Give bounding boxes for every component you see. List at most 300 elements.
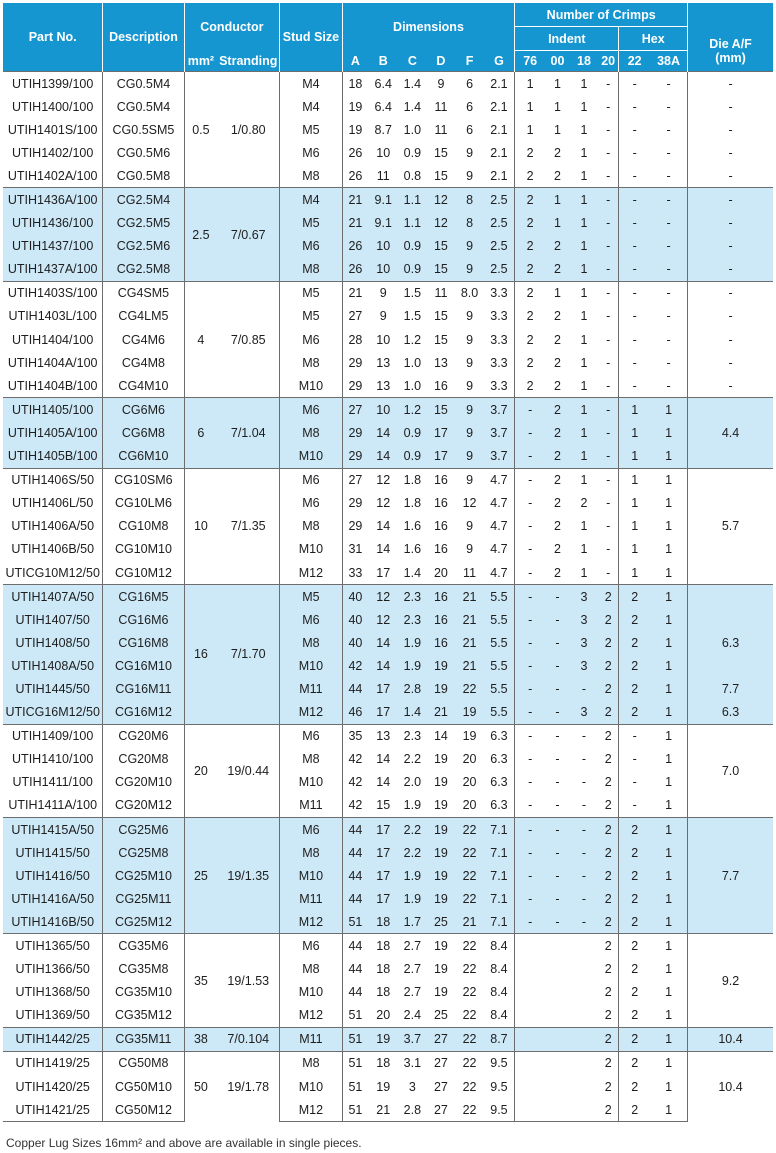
indent-18-cell: 1 xyxy=(570,164,598,188)
description-cell: CG4SM5 xyxy=(103,281,184,305)
dim-a-cell: 27 xyxy=(342,398,368,422)
dim-f-cell: 9 xyxy=(456,328,484,351)
dim-a-cell: 46 xyxy=(342,701,368,725)
dim-f-cell: 21 xyxy=(456,608,484,631)
indent-20-cell: 2 xyxy=(598,1027,619,1051)
dim-a-cell: 29 xyxy=(342,492,368,515)
indent-00-cell: 2 xyxy=(545,258,570,282)
stud-size-cell: M12 xyxy=(280,561,342,585)
table-row xyxy=(3,305,773,328)
table-row xyxy=(3,141,773,164)
stud-size-cell: M8 xyxy=(280,841,342,864)
table-row xyxy=(3,72,773,96)
dim-b-cell: 12 xyxy=(368,585,398,609)
dim-b-cell: 17 xyxy=(368,701,398,725)
indent-20-cell: 2 xyxy=(598,748,619,771)
indent-20-cell: 2 xyxy=(598,631,619,654)
conductor-group-10mm2 xyxy=(3,468,773,584)
stud-size-cell: M11 xyxy=(280,887,342,910)
description-cell: CG35M6 xyxy=(103,934,184,958)
dim-f-cell: 22 xyxy=(456,841,484,864)
indent-76-cell: - xyxy=(515,724,545,748)
conductor-stranding-cell: 19/1.35 xyxy=(217,818,279,934)
conductor-stranding-cell: 7/0.85 xyxy=(217,281,279,397)
dim-c-cell: 1.8 xyxy=(398,468,426,492)
dim-d-cell: 19 xyxy=(426,771,455,794)
indent-18-cell: 3 xyxy=(570,631,598,654)
hex-22-cell: 2 xyxy=(619,1098,650,1122)
dim-c-cell: 2.3 xyxy=(398,585,426,609)
indent-18-cell: 3 xyxy=(570,585,598,609)
dim-a-cell: 21 xyxy=(342,281,368,305)
dim-b-cell: 9.1 xyxy=(368,212,398,235)
conductor-group-25mm2 xyxy=(3,818,773,934)
dim-b-cell: 9.1 xyxy=(368,188,398,212)
dim-f-cell: 8 xyxy=(456,212,484,235)
dim-c-cell: 0.9 xyxy=(398,235,426,258)
indent-00-cell: - xyxy=(545,794,570,818)
stud-size-cell: M10 xyxy=(280,374,342,398)
table-row xyxy=(3,515,773,538)
dim-a-cell: 42 xyxy=(342,794,368,818)
indent-00-cell: - xyxy=(545,910,570,934)
dim-a-cell: 27 xyxy=(342,468,368,492)
description-cell: CG20M10 xyxy=(103,771,184,794)
part-number-cell: UTIH1410/100 xyxy=(3,748,103,771)
table-row xyxy=(3,328,773,351)
hex-22-cell: 2 xyxy=(619,818,650,842)
indent-18-cell: - xyxy=(570,887,598,910)
indent-76-cell: 2 xyxy=(515,374,545,398)
indent-18-cell: 1 xyxy=(570,421,598,444)
indent-76-cell: - xyxy=(515,631,545,654)
stud-size-cell: M5 xyxy=(280,305,342,328)
table-row xyxy=(3,677,773,700)
stud-size-cell: M5 xyxy=(280,585,342,609)
hex-38a-cell: 1 xyxy=(650,468,688,492)
dim-a-cell: 44 xyxy=(342,958,368,981)
dim-d-cell: 9 xyxy=(426,72,455,96)
indent-20-cell: - xyxy=(598,281,619,305)
indent-00-cell: 2 xyxy=(545,235,570,258)
indent-20-cell: 2 xyxy=(598,958,619,981)
conductor-group-16mm2 xyxy=(3,585,773,725)
indent-76-cell: - xyxy=(515,818,545,842)
dim-d-cell: 13 xyxy=(426,351,455,374)
dim-a-cell: 29 xyxy=(342,374,368,398)
dim-a-cell: 26 xyxy=(342,164,368,188)
indent-18-cell: 1 xyxy=(570,305,598,328)
die-af-cell: - xyxy=(688,141,773,164)
indent-76-cell: 2 xyxy=(515,164,545,188)
table-row xyxy=(3,421,773,444)
indent-76-cell: 2 xyxy=(515,281,545,305)
description-cell: CG2.5M8 xyxy=(103,258,184,282)
die-af-cell: - xyxy=(688,188,773,212)
hex-38a-cell: 1 xyxy=(650,794,688,818)
description-cell: CG20M6 xyxy=(103,724,184,748)
indent-20-cell: 2 xyxy=(598,910,619,934)
indent-20-cell: - xyxy=(598,538,619,561)
part-number-cell: UTIH1365/50 xyxy=(3,934,103,958)
description-cell: CG10M12 xyxy=(103,561,184,585)
indent-00-cell xyxy=(545,1004,570,1028)
part-number-cell: UTICG10M12/50 xyxy=(3,561,103,585)
dim-d-cell: 21 xyxy=(426,701,455,725)
dim-d-cell: 16 xyxy=(426,608,455,631)
hex-38a-cell: 1 xyxy=(650,445,688,469)
dim-b-cell: 13 xyxy=(368,351,398,374)
die-af-cell: - xyxy=(688,281,773,305)
stud-size-cell: M11 xyxy=(280,794,342,818)
indent-00-cell: 1 xyxy=(545,281,570,305)
dim-d-cell: 19 xyxy=(426,864,455,887)
part-number-cell: UTIH1406S/50 xyxy=(3,468,103,492)
dim-d-cell: 16 xyxy=(426,492,455,515)
indent-18-cell xyxy=(570,1004,598,1028)
indent-00-cell: - xyxy=(545,724,570,748)
dim-b-cell: 19 xyxy=(368,1075,398,1098)
dim-c-cell: 2.2 xyxy=(398,841,426,864)
hex-22-cell: 1 xyxy=(619,421,650,444)
dim-g-cell: 7.1 xyxy=(484,910,515,934)
description-cell: CG16M5 xyxy=(103,585,184,609)
header-dim-f: F xyxy=(456,51,484,72)
indent-18-cell: 1 xyxy=(570,235,598,258)
dim-d-cell: 12 xyxy=(426,212,455,235)
dim-g-cell: 3.3 xyxy=(484,305,515,328)
description-cell: CG6M10 xyxy=(103,445,184,469)
header-part-no: Part No. xyxy=(3,3,103,72)
dim-a-cell: 29 xyxy=(342,515,368,538)
dim-g-cell: 3.3 xyxy=(484,281,515,305)
indent-20-cell: 2 xyxy=(598,934,619,958)
indent-20-cell: 2 xyxy=(598,1098,619,1122)
hex-22-cell: 1 xyxy=(619,468,650,492)
dim-d-cell: 15 xyxy=(426,141,455,164)
indent-00-cell: 1 xyxy=(545,188,570,212)
dim-f-cell: 9 xyxy=(456,351,484,374)
indent-18-cell: - xyxy=(570,864,598,887)
header-conductor: Conductor xyxy=(184,3,280,51)
dim-d-cell: 27 xyxy=(426,1075,455,1098)
dim-b-cell: 10 xyxy=(368,235,398,258)
indent-76-cell: 2 xyxy=(515,141,545,164)
indent-20-cell: - xyxy=(598,328,619,351)
hex-22-cell: 1 xyxy=(619,538,650,561)
dim-g-cell: 7.1 xyxy=(484,818,515,842)
dim-c-cell: 2.2 xyxy=(398,748,426,771)
die-af-cell: 7.7 xyxy=(688,818,773,934)
dim-d-cell: 15 xyxy=(426,258,455,282)
hex-22-cell: 2 xyxy=(619,1051,650,1075)
dim-c-cell: 1.9 xyxy=(398,864,426,887)
hex-22-cell: 2 xyxy=(619,1004,650,1028)
dim-a-cell: 33 xyxy=(342,561,368,585)
dim-b-cell: 18 xyxy=(368,958,398,981)
stud-size-cell: M4 xyxy=(280,72,342,96)
hex-22-cell: - xyxy=(619,374,650,398)
stud-size-cell: M6 xyxy=(280,235,342,258)
hex-22-cell: - xyxy=(619,724,650,748)
part-number-cell: UTIH1368/50 xyxy=(3,981,103,1004)
dim-c-cell: 3 xyxy=(398,1075,426,1098)
table-row xyxy=(3,281,773,305)
table-row xyxy=(3,585,773,609)
part-number-cell: UTIH1406B/50 xyxy=(3,538,103,561)
stud-size-cell: M10 xyxy=(280,981,342,1004)
conductor-mm2-cell: 50 xyxy=(184,1051,217,1121)
part-number-cell: UTIH1411/100 xyxy=(3,771,103,794)
dim-f-cell: 9 xyxy=(456,258,484,282)
table-row xyxy=(3,164,773,188)
stud-size-cell: M10 xyxy=(280,771,342,794)
stud-size-cell: M6 xyxy=(280,608,342,631)
indent-00-cell: 2 xyxy=(545,445,570,469)
description-cell: CG10M8 xyxy=(103,515,184,538)
description-cell: CG10SM6 xyxy=(103,468,184,492)
dim-c-cell: 1.5 xyxy=(398,305,426,328)
die-af-cell: - xyxy=(688,374,773,398)
indent-76-cell: 1 xyxy=(515,72,545,96)
indent-76-cell: - xyxy=(515,677,545,700)
hex-38a-cell: 1 xyxy=(650,841,688,864)
conductor-mm2-cell: 6 xyxy=(184,398,217,468)
dim-c-cell: 2.8 xyxy=(398,677,426,700)
dim-g-cell: 3.3 xyxy=(484,328,515,351)
dim-g-cell: 4.7 xyxy=(484,515,515,538)
table-row xyxy=(3,235,773,258)
conductor-mm2-cell: 16 xyxy=(184,585,217,725)
dim-c-cell: 1.2 xyxy=(398,328,426,351)
indent-76-cell: 2 xyxy=(515,258,545,282)
description-cell: CG2.5M4 xyxy=(103,188,184,212)
header-dim-d: D xyxy=(426,51,455,72)
header-hex-22: 22 xyxy=(619,51,650,72)
part-number-cell: UTIH1403S/100 xyxy=(3,281,103,305)
indent-00-cell: 2 xyxy=(545,398,570,422)
part-number-cell: UTIH1415A/50 xyxy=(3,818,103,842)
dim-g-cell: 4.7 xyxy=(484,468,515,492)
dim-c-cell: 0.8 xyxy=(398,164,426,188)
part-number-cell: UTIH1402A/100 xyxy=(3,164,103,188)
dim-d-cell: 15 xyxy=(426,164,455,188)
dim-g-cell: 2.5 xyxy=(484,258,515,282)
dim-f-cell: 6 xyxy=(456,118,484,141)
indent-76-cell: - xyxy=(515,492,545,515)
indent-20-cell: 2 xyxy=(598,981,619,1004)
die-af-cell: - xyxy=(688,305,773,328)
dim-b-cell: 17 xyxy=(368,864,398,887)
hex-38a-cell: - xyxy=(650,258,688,282)
table-header xyxy=(3,3,773,72)
dim-d-cell: 19 xyxy=(426,887,455,910)
indent-18-cell: 1 xyxy=(570,188,598,212)
table-row xyxy=(3,958,773,981)
die-af-cell: - xyxy=(688,258,773,282)
conductor-mm2-cell: 38 xyxy=(184,1027,217,1051)
description-cell: CG25M11 xyxy=(103,887,184,910)
dim-c-cell: 1.6 xyxy=(398,538,426,561)
indent-20-cell: 2 xyxy=(598,771,619,794)
die-af-cell: - xyxy=(688,328,773,351)
conductor-group-20mm2 xyxy=(3,724,773,817)
dim-d-cell: 16 xyxy=(426,468,455,492)
dim-f-cell: 20 xyxy=(456,794,484,818)
part-number-cell: UTIH1416B/50 xyxy=(3,910,103,934)
table-row xyxy=(3,841,773,864)
dim-g-cell: 7.1 xyxy=(484,841,515,864)
dim-a-cell: 51 xyxy=(342,1027,368,1051)
dim-g-cell: 3.3 xyxy=(484,374,515,398)
dim-c-cell: 2.0 xyxy=(398,771,426,794)
dim-d-cell: 27 xyxy=(426,1027,455,1051)
dim-g-cell: 5.5 xyxy=(484,631,515,654)
indent-18-cell: 1 xyxy=(570,72,598,96)
dim-d-cell: 19 xyxy=(426,654,455,677)
dim-f-cell: 6 xyxy=(456,95,484,118)
dim-f-cell: 21 xyxy=(456,654,484,677)
part-number-cell: UTIH1436/100 xyxy=(3,212,103,235)
indent-76-cell xyxy=(515,1004,545,1028)
indent-00-cell: 2 xyxy=(545,538,570,561)
indent-18-cell: - xyxy=(570,794,598,818)
dim-g-cell: 2.1 xyxy=(484,95,515,118)
indent-76-cell: 2 xyxy=(515,328,545,351)
dim-f-cell: 9 xyxy=(456,164,484,188)
dim-g-cell: 6.3 xyxy=(484,771,515,794)
dim-a-cell: 19 xyxy=(342,95,368,118)
hex-38a-cell: 1 xyxy=(650,864,688,887)
indent-76-cell: - xyxy=(515,701,545,725)
indent-18-cell xyxy=(570,981,598,1004)
indent-20-cell: - xyxy=(598,561,619,585)
dim-g-cell: 5.5 xyxy=(484,677,515,700)
dim-g-cell: 3.7 xyxy=(484,398,515,422)
indent-00-cell: 2 xyxy=(545,328,570,351)
part-number-cell: UTIH1407/50 xyxy=(3,608,103,631)
dim-d-cell: 15 xyxy=(426,328,455,351)
dim-c-cell: 1.7 xyxy=(398,910,426,934)
table-row xyxy=(3,561,773,585)
hex-38a-cell: - xyxy=(650,141,688,164)
indent-20-cell: - xyxy=(598,258,619,282)
dim-d-cell: 17 xyxy=(426,421,455,444)
indent-00-cell: 2 xyxy=(545,561,570,585)
part-number-cell: UTIH1369/50 xyxy=(3,1004,103,1028)
die-af-cell: - xyxy=(688,351,773,374)
stud-size-cell: M11 xyxy=(280,677,342,700)
indent-00-cell xyxy=(545,958,570,981)
indent-00-cell: 2 xyxy=(545,351,570,374)
indent-18-cell: - xyxy=(570,818,598,842)
description-cell: CG35M11 xyxy=(103,1027,184,1051)
dim-f-cell: 19 xyxy=(456,701,484,725)
description-cell: CG6M8 xyxy=(103,421,184,444)
table-row xyxy=(3,608,773,631)
die-af-cell: - xyxy=(688,118,773,141)
table-row xyxy=(3,771,773,794)
description-cell: CG16M8 xyxy=(103,631,184,654)
indent-00-cell: - xyxy=(545,631,570,654)
indent-20-cell: - xyxy=(598,421,619,444)
description-cell: CG4M8 xyxy=(103,351,184,374)
dim-b-cell: 17 xyxy=(368,561,398,585)
dim-b-cell: 12 xyxy=(368,608,398,631)
indent-18-cell: 1 xyxy=(570,515,598,538)
hex-38a-cell: - xyxy=(650,328,688,351)
indent-76-cell: - xyxy=(515,887,545,910)
die-af-cell: - xyxy=(688,95,773,118)
dim-g-cell: 6.3 xyxy=(484,794,515,818)
table-row xyxy=(3,188,773,212)
indent-18-cell: 1 xyxy=(570,328,598,351)
hex-22-cell: - xyxy=(619,212,650,235)
hex-38a-cell: 1 xyxy=(650,1075,688,1098)
dim-a-cell: 35 xyxy=(342,724,368,748)
hex-38a-cell: 1 xyxy=(650,677,688,700)
description-cell: CG16M10 xyxy=(103,654,184,677)
hex-22-cell: 2 xyxy=(619,910,650,934)
dim-b-cell: 14 xyxy=(368,771,398,794)
dim-a-cell: 21 xyxy=(342,212,368,235)
part-number-cell: UTIH1366/50 xyxy=(3,958,103,981)
dim-d-cell: 19 xyxy=(426,841,455,864)
table-row xyxy=(3,374,773,398)
dim-c-cell: 2.3 xyxy=(398,724,426,748)
indent-18-cell: 3 xyxy=(570,608,598,631)
dim-a-cell: 51 xyxy=(342,1004,368,1028)
hex-38a-cell: 1 xyxy=(650,515,688,538)
dim-c-cell: 1.0 xyxy=(398,351,426,374)
table-row xyxy=(3,724,773,748)
dim-c-cell: 3.7 xyxy=(398,1027,426,1051)
indent-76-cell: - xyxy=(515,468,545,492)
stud-size-cell: M12 xyxy=(280,910,342,934)
dim-c-cell: 2.7 xyxy=(398,981,426,1004)
conductor-mm2-cell: 4 xyxy=(184,281,217,397)
hex-38a-cell: 1 xyxy=(650,981,688,1004)
part-number-cell: UTIH1411A/100 xyxy=(3,794,103,818)
conductor-mm2-cell: 10 xyxy=(184,468,217,584)
stud-size-cell: M6 xyxy=(280,934,342,958)
part-number-cell: UTIH1404A/100 xyxy=(3,351,103,374)
dim-a-cell: 26 xyxy=(342,235,368,258)
dim-b-cell: 18 xyxy=(368,910,398,934)
header-description: Description xyxy=(103,3,184,72)
description-cell: CG10LM6 xyxy=(103,492,184,515)
dim-f-cell: 11 xyxy=(456,561,484,585)
dim-b-cell: 14 xyxy=(368,515,398,538)
indent-18-cell: - xyxy=(570,771,598,794)
dim-a-cell: 31 xyxy=(342,538,368,561)
indent-76-cell: - xyxy=(515,561,545,585)
hex-22-cell: 2 xyxy=(619,1075,650,1098)
table-row xyxy=(3,118,773,141)
table-row xyxy=(3,1027,773,1051)
indent-20-cell: 2 xyxy=(598,654,619,677)
part-number-cell: UTIH1445/50 xyxy=(3,677,103,700)
stud-size-cell: M8 xyxy=(280,748,342,771)
stud-size-cell: M5 xyxy=(280,281,342,305)
indent-76-cell: - xyxy=(515,421,545,444)
dim-f-cell: 9 xyxy=(456,468,484,492)
hex-38a-cell: 1 xyxy=(650,492,688,515)
dim-a-cell: 44 xyxy=(342,818,368,842)
indent-18-cell: 1 xyxy=(570,281,598,305)
dim-b-cell: 13 xyxy=(368,724,398,748)
indent-00-cell: - xyxy=(545,608,570,631)
